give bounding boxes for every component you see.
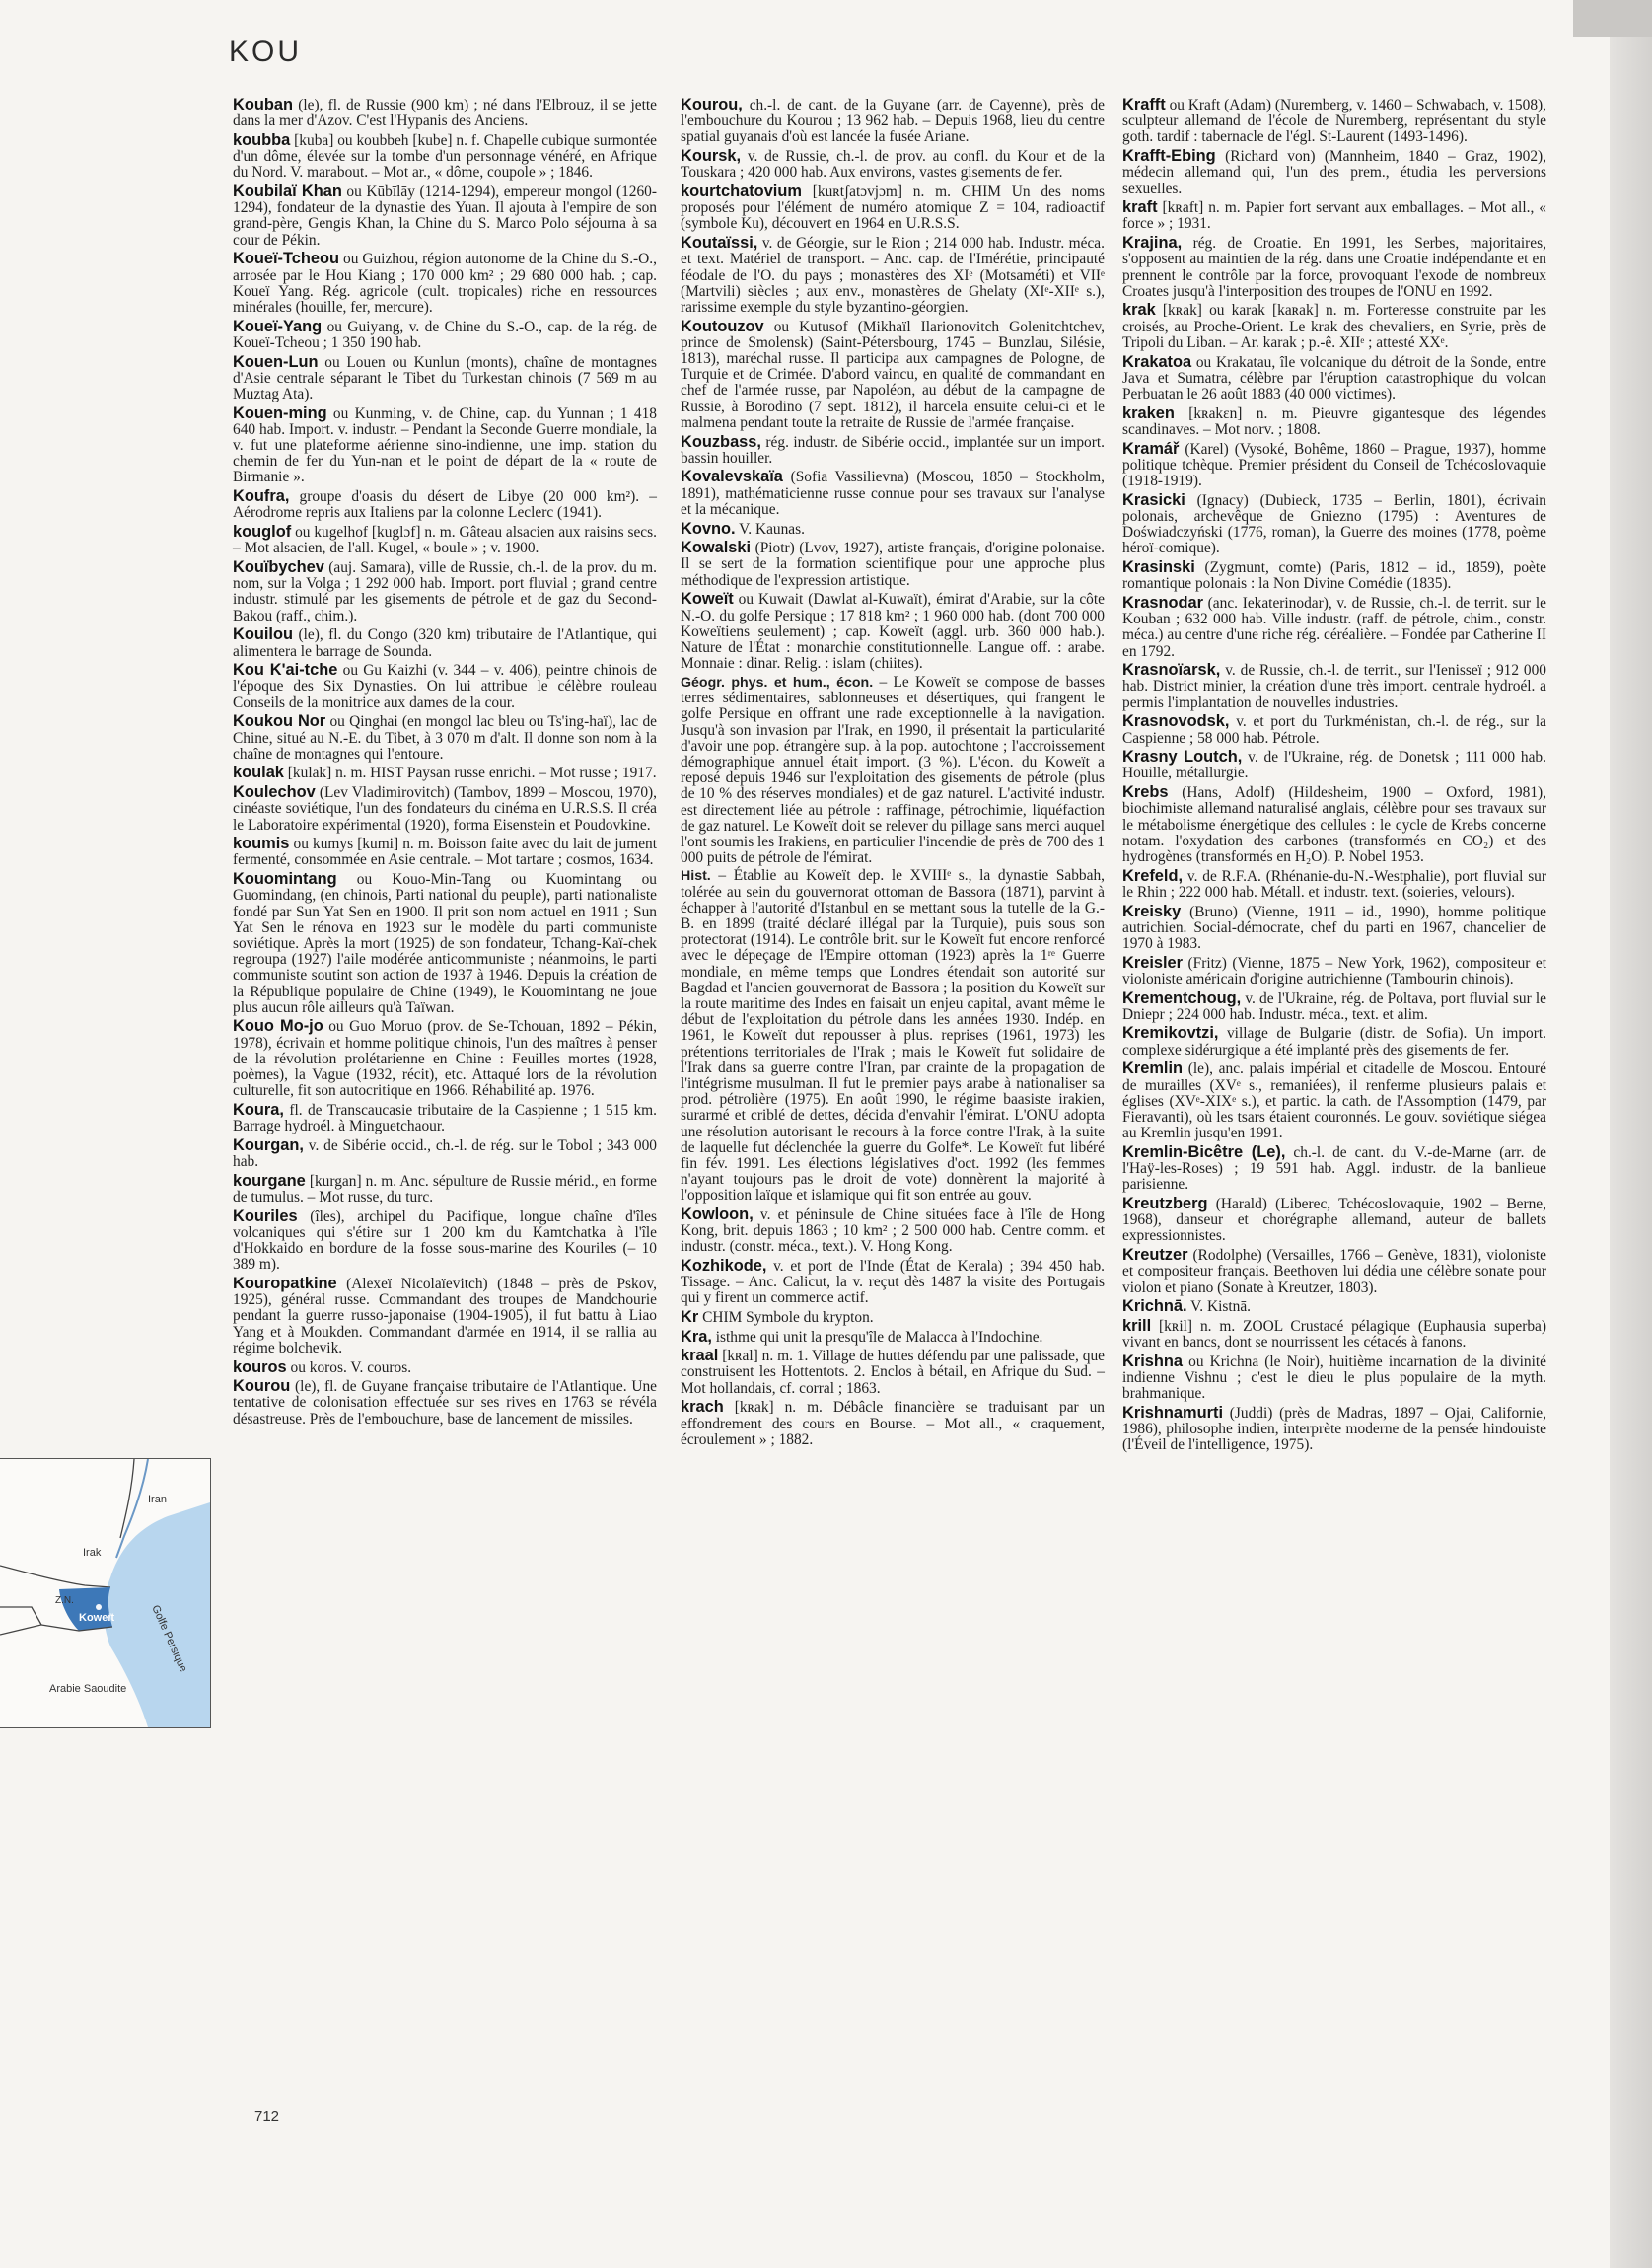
- entry-definition: ou koros. V. couros.: [290, 1358, 412, 1376]
- dictionary-entry: [1122, 749, 1546, 781]
- headword: Kramář: [1122, 439, 1180, 458]
- dictionary-entry: [681, 148, 1105, 181]
- headword: Kouïbychev: [233, 557, 324, 576]
- entry-definition: [kulak] n. m. HIST Paysan russe enrichi. – Mot russe ; 1917.: [287, 765, 657, 782]
- headword: Koura,: [233, 1100, 284, 1119]
- entry-definition: rég. industr. de Sibérie occid., implantée sur un import. bassin houiller.: [681, 433, 1105, 467]
- dictionary-entry: [681, 1309, 1105, 1326]
- headword: kouros: [233, 1357, 287, 1376]
- headword: Krishna: [1122, 1352, 1184, 1370]
- dictionary-entry: [233, 836, 657, 868]
- headword: krak: [1122, 301, 1156, 320]
- dictionary-entry: [1122, 1196, 1546, 1245]
- headword: Krasnoïarsk,: [1122, 661, 1221, 680]
- entry-definition: (le), anc. palais impérial et citadelle de Moscou. Entouré de murailles (XVᵉ s., remaniées), il renferme plusieurs palais et églises (XVᵉ-XIXᵉ s.), et partic. la cath. de l'Assomption (1479, par Fieravanti), où les tsars étaient couronnés. Le gouv. soviétique siégea au Kremlin jusqu'en 1991.: [1122, 1061, 1546, 1142]
- koweit-area: [59, 1587, 115, 1631]
- dictionary-entry: [233, 871, 657, 1016]
- entry-definition: ou Kutusof (Mikhaïl Ilarionovitch Golenitchtchev, prince de Smolensk) (Saint-Pétersbourg, 1745 – Bunzlau, Silésie, 1813), maréchal russe. Il participa aux campagnes de Pologne, de Turquie et de Crimée. D'abord vaincu, en qualité de commandant en chef de l'armée russe, par Napoléon, au début de la campagne de Russie, à Borodino (7 sept. 1812), il harcela ensuite celui-ci et le malmena pendant toute la retraite de Russie de l'armée française.: [681, 318, 1105, 431]
- headword: Kozhikode,: [681, 1256, 767, 1275]
- headword: Koutouzov: [681, 317, 764, 335]
- label-koweit: Koweït: [79, 1612, 115, 1624]
- dictionary-entry: [1122, 441, 1546, 490]
- entry-definition: – Établie au Koweït dep. le XVIIIᵉ s., la dynastie Sabbah, tolérée au sein du gouvernorat ottoman de Bassora (1871), parvint à échapper à l'autorité d'Istanbul en se mettant sous la tutelle de la G.-B. en 1899 (traité déclaré illégal par la Turquie), puis sous son protectorat (1914). Le contrôle brit. sur le Koweït fut encore renforcé avec le dépeçage de l'Empire ottoman (1923) après la 1ʳᵉ Guerre mondiale, en même temps que Londres étendait son autorité sur Bagdad et l'ancien gouvernorat de Bassora ; la position du Koweït sur la route maritime des Indes en faisait un enjeu capital, avant même le début de l'exploitation du pétrole dans les années 1930. Indép. en 1961, le Koweït dut repousser à plus. reprises (1961, 1973) les prétentions territoriales de l'Irak ; mais le Koweït fut solidaire de l'Irak dans sa guerre contre l'Iran, par crainte de la propagation de l'intégrisme musulman. Il fut le premier pays arabe à nationaliser sa prod. pétrolière (1975). En août 1990, le régime baasiste irakien, surarmé et criblé de dettes, décida d'envahir l'émirat. L'ONU adopta une résolution autorisant le recours à la force contre l'Irak, à la suite de laquelle fut déclenchée la guerre du Golfe*. Le Koweït fut libéré fin fév. 1991. Les élections législatives d'oct. 1992 (les femmes n'ayant toujours pas le droit de vote) donnèrent la majorité à l'opposition laïque et islamique qui fit son entrée au gouv.: [681, 867, 1105, 1205]
- headword: Kouropatkine: [233, 1275, 337, 1293]
- entry-definition: (Rodolphe) (Versailles, 1766 – Genève, 1831), violoniste et compositeur français. Beethoven lui dédia une célèbre sonate pour violon et piano (Sonate à Kreutzer, 1803).: [1122, 1247, 1546, 1296]
- column-2: [681, 97, 1105, 1450]
- dictionary-entry: [1122, 199, 1546, 232]
- dictionary-entry: [681, 235, 1105, 316]
- entry-definition: ou Guizhou, région autonome de la Chine du S.-O., arrosée par le Hou Kiang ; 170 000 km² ; 29 680 000 hab. ; cap. Koueï Yang. Rég. agricole (cult. tropicales) riche en ressources minérales (houille, fer, mercure).: [233, 251, 657, 316]
- entry-definition: ch.-l. de cant. du V.-de-Marne (arr. de l'Haÿ-les-Roses) ; 19 591 hab. Aggl. industr. de la banlieue parisienne.: [1122, 1143, 1546, 1194]
- dictionary-entry: [1122, 595, 1546, 660]
- headword: Koutaïssi,: [681, 234, 758, 253]
- dictionary-entry: [1122, 1025, 1546, 1058]
- entry-definition: [kʀaft] n. m. Papier fort servant aux emballages. – Mot all., « force » ; 1931.: [1122, 199, 1546, 233]
- headword: Kouen-Lun: [233, 352, 319, 371]
- entry-definition: v. de Russie, ch.-l. de territ., sur l'Ienisseï ; 912 000 hab. District minier, la création d'une très import. centrale hydroél. a permis l'implantation de nouvelles industries.: [1122, 662, 1547, 711]
- label-zone-neutre: Z.N.: [55, 1595, 74, 1606]
- dictionary-entry: [681, 1399, 1105, 1448]
- entry-definition: ou Qinghai (en mongol lac bleu ou Ts'ing-haï), lac de Chine, situé au N.-E. du Tibet, à 3 070 m d'alt. Il donne son nom à la chaîne de montagnes qui l'entoure.: [233, 713, 657, 763]
- entry-definition: groupe d'oasis du désert de Libye (20 000 km²). – Aérodrome repris aux Italiens par la colonne Leclerc (1941).: [233, 488, 657, 522]
- dictionary-entry: [1122, 955, 1546, 988]
- entry-definition: [kʀal] n. m. 1. Village de huttes défendu par une palissade, que construisent les Hottentots. 2. Enclos à bétail, en Afrique du Sud. – Mot hollandais, cf. corral ; 1863.: [681, 1348, 1105, 1397]
- headword: Krafft-Ebing: [1122, 147, 1216, 166]
- entry-definition: (le), fl. de Guyane française tributaire de l'Atlantique. Une tentative de colonisation effectuée sur ses rives en 1763 se révéla désastreuse. Près de l'embouchure, base de lancement de missiles.: [233, 1378, 657, 1427]
- dictionary-entry: [1122, 904, 1546, 953]
- label-golfe-persique: Golfe Persique: [149, 1603, 189, 1674]
- entry-definition: v. de R.F.A. (Rhénanie-du-N.-Westphalie), port fluvial sur le Rhin ; 222 000 hab. Métall. et industr. text. (soieries, velours).: [1122, 867, 1547, 901]
- entry-definition: – Le Koweït se compose de basses terres sédimentaires, sablonneuses et désertiques, qui frangent le golfe Persique en offrant une rade exceptionnelle à la navigation. Jusqu'à son invasion par l'Irak, en 1990, il présentait la particularité d'avoir une pop. étrangère sup. à la pop. autochtone ; l'accroissement démographique annuel était import. (3 %). L'écon. du Koweït a reposé depuis 1946 sur l'exploitation des gisements de pétrole (plus de 10 % des réserves mondiales) et de gaz naturel. L'activité industr. est directement liée au pétrole : raffinage, pétrochimie, liquéfaction de gaz naturel. Le Koweït doit se relever du pillage sans merci auquel l'ont soumis les Irakiens, en particulier l'incendie de près de 700 des 1 000 puits de pétrole de l'émirat.: [681, 673, 1106, 867]
- headword: Kreisler: [1122, 953, 1184, 972]
- dictionary-entry: [1122, 990, 1546, 1023]
- subsection-label: Géogr. phys. et hum., écon.: [681, 674, 874, 691]
- entry-definition: ou kugelhof [kuglɔf] n. m. Gâteau alsacien aux raisins secs. – Mot alsacien, de l'all. Kugel, « boule » ; v. 1900.: [233, 524, 657, 557]
- entry-definition: (Zygmunt, comte) (Paris, 1812 – id., 1859), poète romantique polonais : la Non Divine Comédie (1835).: [1122, 558, 1546, 593]
- headword: Krasinski: [1122, 557, 1195, 576]
- headword: kraft: [1122, 198, 1158, 217]
- entry-definition: [kʀak] ou karak [kaʀak] n. m. Forteresse construite par les croisés, au Proche-Orient. Le krak des chevaliers, en Syrie, près de Tripoli du Liban. – Ar. karak ; p.-ê. XIIᵉ ; attesté XXᵉ.: [1122, 302, 1546, 351]
- headword: Krishnamurti: [1122, 1403, 1224, 1422]
- label-irak: Irak: [83, 1547, 102, 1559]
- column-3: [1122, 97, 1546, 1456]
- headword: Krakatoa: [1122, 352, 1192, 371]
- dictionary-entry: [233, 626, 657, 659]
- headword: Kowalski: [681, 539, 752, 557]
- entry-definition: ou Louen ou Kunlun (monts), chaîne de montagnes d'Asie centrale séparant le Tibet du Turkestan chinois (7 569 m au Muztag Ata).: [233, 353, 657, 402]
- entry-definition: ou Kraft (Adam) (Nuremberg, v. 1460 – Schwabach, v. 1508), sculpteur allemand de l'école de Nuremberg, représentant du style goth. tardif : tabernacle de l'égl. St-Laurent (1493-1496).: [1122, 97, 1546, 146]
- dictionary-entry: [1122, 1298, 1546, 1315]
- entry-definition: ch.-l. de cant. de la Guyane (arr. de Cayenne), près de l'embouchure du Kourou ; 13 962 hab. – Depuis 1968, lieu du centre spatial guyanais d'où est lancée la fusée Ariane.: [681, 97, 1105, 146]
- entry-definition: ou Kunming, v. de Chine, cap. du Yunnan ; 1 418 640 hab. Import. v. industr. – Pendant la Seconde Guerre mondiale, la v. fut une plateforme aérienne sino-indienne, une imp. station du chemin de fer du Yun-nan et le point de départ de la « route de Birmanie ».: [233, 404, 657, 486]
- label-arabie-saoudite: Arabie Saoudite: [49, 1683, 127, 1695]
- dictionary-entry: [1122, 354, 1546, 403]
- running-head: KOU: [229, 36, 303, 68]
- entry-definition: (anc. Iekaterinodar), v. de Russie, ch.-l. de territ. sur le Kouban ; 632 000 hab. Ville industr. (raff. de pétrole, chim., constr. méca.) au centre d'une riche rég. céréalière. – Fondée par Catherine II en 1792.: [1122, 594, 1546, 660]
- headword: krach: [681, 1398, 724, 1417]
- entry-definition: (Fritz) (Vienne, 1875 – New York, 1962), compositeur et violoniste américain d'origine autrichienne (Tambourin chinois).: [1122, 954, 1546, 988]
- dictionary-entry: [1122, 868, 1546, 901]
- dictionary-entry: [681, 1329, 1105, 1346]
- headword: Kourou,: [681, 96, 743, 113]
- dictionary-entry: [681, 469, 1105, 518]
- entry-definition: [kʀakɛn] n. m. Pieuvre gigantesque des légendes scandinaves. – Mot norv. ; 1808.: [1122, 404, 1546, 438]
- entry-definition: (le), fl. du Congo (320 km) tributaire de l'Atlantique, qui alimentera le barrage de Sounda.: [233, 626, 657, 660]
- headword: Koursk,: [681, 147, 742, 166]
- entry-definition: v. et port du Turkménistan, ch.-l. de rég., sur la Caspienne ; 58 000 hab. Pétrole.: [1122, 713, 1546, 747]
- entry-definition: [kuʀtʃatɔvjɔm] n. m. CHIM Un des noms proposés pour l'élément de numéro atomique Z = 104, radioactif (symbole Ku), découvert en 1964 en U.R.S.S.: [681, 183, 1105, 233]
- column-1: [233, 97, 657, 1429]
- headword: Kreisky: [1122, 902, 1182, 920]
- headword: kraken: [1122, 403, 1175, 422]
- headword: Kourgan,: [233, 1135, 304, 1154]
- dictionary-entry: [233, 132, 657, 182]
- headword: Koulechov: [233, 783, 316, 802]
- dictionary-entry: [1122, 1144, 1546, 1194]
- irak-border: [0, 1566, 110, 1587]
- headword: kourgane: [233, 1171, 306, 1190]
- dictionary-entry: [681, 1258, 1105, 1307]
- dictionary-entry: [1122, 713, 1546, 746]
- entry-definition: [kurgan] n. m. Anc. sépulture de Russie mérid., en forme de tumulus. – Mot russe, du turc.: [233, 1172, 657, 1206]
- koweit-city-dot: [96, 1604, 102, 1610]
- page-edge: [1610, 0, 1652, 2268]
- entry-definition: (Juddi) (près de Madras, 1897 – Ojai, Californie, 1986), philosophe indien, interprète moderne de la pensée hindouiste (l'Éveil de l'intelligence, 1975).: [1122, 1404, 1546, 1454]
- dictionary-entry: [1122, 1247, 1546, 1296]
- dictionary-entry: [1122, 405, 1546, 438]
- entry-definition: ou Kouo-Min-Tang ou Kuomintang ou Guomindang, (en chinois, Parti national du peuple), parti nationaliste fondé par Sun Yat Sen en 1900. Il prit son nom actuel en 1911 ; Sun Yat Sen le rénova en 1923 sur le modèle du parti communiste soviétique. Après la mort (1925) de son fondateur, Tchang-Kaï-chek regroupa (1927) l'aile modérée anticommuniste ; néanmoins, le parti communiste soutint son action de 1937 à 1946. Depuis la création de la République populaire de Chine (1949), le Kouomintang ne joue plus aucun rôle ailleurs qu'à Taïwan.: [233, 871, 657, 1016]
- entry-definition: v. de Sibérie occid., ch.-l. de rég. sur le Tobol ; 343 000 hab.: [233, 1136, 657, 1171]
- headword: Koukou Nor: [233, 712, 326, 731]
- entry-definition: ou Guo Moruo (prov. de Se-Tchouan, 1892 – Pékin, 1978), écrivain et homme politique chinois, l'un des maîtres à penser de la révolution prolétarienne en Chine : Feuilles mortes (1928, poèmes), la Vague (1932, récit), etc. Attaqué lors de la révolution culturelle, fit son autocritique en 1966. Réhabilité ap. 1976.: [233, 1018, 657, 1100]
- dictionary-entry: [681, 97, 1105, 146]
- entry-definition: CHIM Symbole du krypton.: [702, 1308, 874, 1326]
- dictionary-entry: [681, 591, 1105, 672]
- entry-subsection: [681, 868, 1105, 1204]
- headword: Kouzbass,: [681, 432, 761, 451]
- headword: koulak: [233, 764, 284, 782]
- dictionary-entry: [233, 183, 657, 249]
- entry-definition: V. Kistnā.: [1190, 1298, 1252, 1316]
- dictionary-entry: [1122, 302, 1546, 351]
- dictionary-entry: [233, 319, 657, 351]
- entry-definition: (Bruno) (Vienne, 1911 – id., 1990), homme politique autrichien. Social-démocrate, chef du parti en 1967, chancelier de 1970 à 1983.: [1122, 903, 1546, 952]
- headword: Koufra,: [233, 487, 290, 506]
- dictionary-entry: [1122, 1405, 1546, 1454]
- headword: koumis: [233, 835, 290, 853]
- headword: Krafft: [1122, 96, 1166, 113]
- entry-definition: (Sofia Vassilievna) (Moscou, 1850 – Stockholm, 1891), mathématicienne russe connue pour ses travaux sur l'analyse et la mécanique.: [681, 469, 1105, 518]
- entry-definition: village de Bulgarie (distr. de Sofia). Un import. complexe sidérurgique a été implanté près des gisements de fer.: [1122, 1025, 1546, 1059]
- dictionary-entry: [681, 540, 1105, 589]
- dictionary-entry: [1122, 1318, 1546, 1351]
- dictionary-entry: [1122, 1353, 1546, 1403]
- dictionary-entry: [233, 1102, 657, 1134]
- dictionary-entry: [233, 251, 657, 316]
- entry-definition: isthme qui unit la presqu'île de Malacca à l'Indochine.: [715, 1328, 1043, 1346]
- headword: kourtchatovium: [681, 183, 802, 201]
- entry-definition: (îles), archipel du Pacifique, longue chaîne d'îles volcaniques qui s'étire sur 1 200 km du Kamtchatka à l'île d'Hokkaido en bordure de la fosse sous-marine des Kouriles (– 10 389 m).: [233, 1207, 657, 1274]
- headword: Krichnā.: [1122, 1297, 1187, 1316]
- entry-definition: ou Guiyang, v. de Chine du S.-O., cap. de la rég. de Koueï-Tcheou ; 1 350 190 hab.: [233, 318, 657, 351]
- entry-definition: (Piotr) (Lvov, 1927), artiste français, d'origine polonaise. Il se sert de la formation scientifique pour une approche plus méthodique de l'expression artistique.: [681, 540, 1105, 589]
- entry-definition: ou Kuwait (Dawlat al-Kuwaït), émirat d'Arabie, sur la côte N.-O. du golfe Persique ; 17 818 km² ; 1 960 000 hab. (dont 700 000 Koweïtiens seulement) ; cap. Koweït (aggl. urb. 360 000 hab.). Nature de l'État : monarchie constitutionnelle. Langue off. : arabe. Monnaie : dinar. Relig. : islam (chiites).: [681, 591, 1105, 673]
- entry-definition: rég. de Croatie. En 1991, les Serbes, majoritaires, s'opposent au maintien de la rég. dans une Croatie indépendante et en prennent le contrôle par la force, provoquant l'exode de nombreux Croates jusqu'à l'interposition des troupes de l'ONU en 1992.: [1122, 235, 1546, 300]
- headword: Kremlin-Bicêtre (Le),: [1122, 1142, 1286, 1161]
- dictionary-entry: [1122, 235, 1546, 300]
- dictionary-entry: [233, 97, 657, 129]
- headword: Kouo Mo-jo: [233, 1017, 323, 1036]
- headword: Krementchoug,: [1122, 988, 1242, 1007]
- dictionary-entry: [681, 1348, 1105, 1397]
- headword: Krasnovodsk,: [1122, 712, 1230, 731]
- entry-definition: (le), fl. de Russie (900 km) ; né dans l'Elbrouz, il se jette dans la mer d'Azov. C'est l'Hypanis des Anciens.: [233, 97, 657, 130]
- headword: Krasicki: [1122, 490, 1185, 509]
- entry-definition: fl. de Transcaucasie tributaire de la Caspienne ; 1 515 km. Barrage hydroél. à Minguetchaour.: [233, 1101, 657, 1135]
- headword: Kra,: [681, 1327, 712, 1346]
- entry-definition: (auj. Samara), ville de Russie, ch.-l. de la prov. du m. nom, sur la Volga ; 1 292 000 hab. Import. port fluvial ; grand centre industr. stimulé par les gisements de pétrole et de gaz du Second-Bakou (raff., chim.).: [233, 558, 657, 624]
- headword: krill: [1122, 1316, 1152, 1335]
- headword: Kreutzer: [1122, 1246, 1188, 1265]
- dictionary-entry: [233, 354, 657, 403]
- headword: Krefeld,: [1122, 866, 1184, 885]
- kuwait-map: [0, 1458, 211, 1728]
- entry-definition: ou Gu Kaizhi (v. 344 – v. 406), peintre chinois de l'époque des Six Dynasties. On lui attribue le célèbre rouleau Conseils de la monitrice aux dames de la cour.: [233, 662, 657, 711]
- entry-definition: v. de Géorgie, sur le Rion ; 214 000 hab. Industr. méca. et text. Matériel de transport. – Anc. cap. de l'Imérétie, principauté féodale de l'O. du pays ; monastères des XIᵉ (Motsaméti) et VIIᵉ (Martvili) siècles ; aux env., monastères de Ghelaty (XIᵉ-XIIᵉ s.), rarissime exemple du style byzantino-géorgien.: [681, 235, 1105, 316]
- dictionary-entry: [233, 1276, 657, 1356]
- dictionary-entry: [233, 1137, 657, 1170]
- dictionary-entry: [233, 488, 657, 521]
- dictionary-entry: [233, 1378, 657, 1427]
- page-number: 712: [254, 2108, 280, 2125]
- headword: Kreutzberg: [1122, 1195, 1208, 1212]
- entry-definition: v. et péninsule de Chine situées face à l'île de Hong Kong, brit. depuis 1863 ; 10 km² ; 2 500 000 hab. Centre comm. et industr. (constr. méca., text.). V. Hong Kong.: [681, 1206, 1105, 1256]
- dictionary-entry: [233, 1173, 657, 1206]
- dictionary-entry: [681, 1207, 1105, 1256]
- headword: Kovalevskaïa: [681, 468, 783, 486]
- dictionary-entry: [681, 434, 1105, 467]
- headword: Kouilou: [233, 625, 293, 644]
- label-iran: Iran: [148, 1494, 167, 1505]
- zone-neutre-border: [0, 1607, 41, 1635]
- entry-definition: (Ignacy) (Dubieck, 1735 – Berlin, 1801), écrivain polonais, archevêque de Gniezno (1795) : Aventures de Doświadczyński (1776, roman), la Guerre des moines (1778, poème héroï-comique).: [1122, 491, 1546, 557]
- headword: Kouban: [233, 96, 294, 113]
- entry-definition: (Hans, Adolf) (Hildesheim, 1900 – Oxford, 1981), biochimiste allemand naturalisé anglais, célèbre pour ses travaux sur le métabolisme énergétique des cellules : le cycle de Krebs concerne notam. l'oxydation des carbones (transformés en CO₂) et des hydrogènes (transformés en H₂O). P. Nobel 1953.: [1122, 784, 1546, 865]
- headword: Koubilaï Khan: [233, 183, 342, 201]
- dictionary-entry: [233, 524, 657, 556]
- headword: Kourou: [233, 1377, 291, 1396]
- dictionary-entry: [233, 1208, 657, 1274]
- headword: kraal: [681, 1347, 719, 1365]
- headword: Krasny Loutch,: [1122, 748, 1243, 767]
- entry-definition: ou kumys [kumi] n. m. Boisson faite avec du lait de jument fermenté, consommée en Asie centrale. – Mot tartare ; cosmos, 1634.: [233, 836, 657, 869]
- entry-definition: v. et port de l'Inde (État de Kerala) ; 394 450 hab. Tissage. – Anc. Calicut, la v. reçut dès 1487 la visite des Portugais qui y firent un commerce actif.: [681, 1257, 1105, 1307]
- dictionary-entry: [233, 1359, 657, 1376]
- headword: Kouomintang: [233, 870, 337, 889]
- dictionary-entry: [1122, 97, 1546, 146]
- entry-definition: v. de l'Ukraine, rég. de Poltava, port fluvial sur le Dniepr ; 224 000 hab. Industr. méca., text. et alim.: [1122, 989, 1546, 1023]
- entry-subsection: [681, 675, 1105, 866]
- dictionary-entry: [233, 559, 657, 624]
- dictionary-entry: [681, 319, 1105, 431]
- dictionary-entry: [233, 1018, 657, 1099]
- dictionary-entry: [233, 765, 657, 781]
- entry-definition: V. Kaunas.: [739, 520, 805, 538]
- subsection-label: Hist.: [681, 868, 711, 885]
- dictionary-entry: [681, 521, 1105, 538]
- headword: Kr: [681, 1307, 699, 1326]
- dictionary-entry: [233, 405, 657, 486]
- dictionary-entry: [233, 662, 657, 711]
- entry-definition: ou Kūbīlāy (1214-1294), empereur mongol (1260-1294), fondateur de la dynastie des Yuan. Il ajouta à l'empire de son grand-père, Gengis Khan, la Chine du S. Marco Polo séjourna à sa cour de Pékin.: [233, 183, 657, 249]
- entry-definition: [kʀak] n. m. Débâcle financière se traduisant par un effondrement des cours en Bourse. – Mot all., « craquement, écroulement » ; 1882.: [681, 1399, 1105, 1448]
- dictionary-entry: [681, 183, 1105, 233]
- dictionary-entry: [233, 713, 657, 763]
- headword: Koueï-Tcheou: [233, 250, 340, 268]
- entry-definition: (Richard von) (Mannheim, 1840 – Graz, 1902), médecin allemand qui, l'un des prem., étudia les perversions sexuelles.: [1122, 148, 1546, 197]
- dictionary-entry: [1122, 662, 1546, 711]
- dictionary-entry: [1122, 492, 1546, 557]
- headword: Kouriles: [233, 1207, 298, 1225]
- entry-definition: v. de Russie, ch.-l. de prov. au confl. du Kour et de la Touskara ; 420 000 hab. Aux environs, vastes gisements de fer.: [681, 148, 1105, 182]
- headword: Krajina,: [1122, 234, 1183, 253]
- headword: Koweït: [681, 590, 734, 609]
- dictionary-entry: [1122, 559, 1546, 592]
- entry-definition: ou Krakatau, île volcanique du détroit de la Sonde, entre Java et Sumatra, célèbre par l'éruption catastrophique du volcan Perbuatan le 26 août 1883 (40 000 victimes).: [1122, 353, 1546, 402]
- headword: Krebs: [1122, 783, 1169, 802]
- entry-definition: [kuba] ou koubbeh [kube] n. f. Chapelle cubique surmontée d'un dôme, élevée sur la tombe d'un personnage vénéré, en Afrique du Nord. V. marabout. – Mot ar., « dôme, coupole » ; 1846.: [233, 131, 657, 182]
- headword: Kremikovtzi,: [1122, 1024, 1219, 1043]
- headword: Kremlin: [1122, 1060, 1184, 1078]
- headword: Krasnodar: [1122, 593, 1203, 612]
- entry-definition: (Alexeï Nicolaïevitch) (1848 – près de Pskov, 1925), général russe. Commandant des troupes de Mandchourie pendant la guerre russo-japonaise (1904-1905), il fut battu à Liao Yang et à Moukden. Commandant d'armée en 1914, il se rallia au régime bolchevik.: [233, 1276, 657, 1356]
- headword: Koueï-Yang: [233, 317, 323, 335]
- headword: Kowloon,: [681, 1205, 754, 1223]
- entry-definition: ou Krichna (le Noir), huitième incarnation de la divinité indienne Vishnu ; c'est le dieu le plus populaire de la myth. brahmanique.: [1122, 1353, 1546, 1403]
- dictionary-entry: [1122, 148, 1546, 197]
- headword: Kovno.: [681, 519, 736, 538]
- headword: Kouen-ming: [233, 403, 327, 422]
- page-edge-corner: [1573, 0, 1652, 37]
- entry-definition: (Harald) (Liberec, Tchécoslovaquie, 1902 – Berne, 1968), danseur et chorégraphe allemand, auteur de ballets expressionnistes.: [1122, 1196, 1546, 1245]
- headword: koubba: [233, 130, 291, 149]
- headword: kouglof: [233, 523, 292, 542]
- iran-border: [120, 1459, 134, 1538]
- dictionary-entry: [1122, 784, 1546, 865]
- dictionary-entry: [1122, 1061, 1546, 1141]
- headword: Kou K'ai-tche: [233, 661, 338, 680]
- entry-definition: v. de l'Ukraine, rég. de Donetsk ; 111 000 hab. Houille, métallurgie.: [1122, 749, 1546, 782]
- entry-definition: [kʀil] n. m. ZOOL Crustacé pélagique (Euphausia superba) vivant en bancs, dont se nourrissent les cétacés à fanons.: [1122, 1317, 1546, 1352]
- kuwait-map-graphic: [0, 1459, 210, 1727]
- dictionary-entry: [233, 784, 657, 834]
- entry-definition: (Karel) (Vysoké, Bohême, 1860 – Prague, 1937), homme politique tchèque. Premier président du Conseil de Tchécoslovaquie (1918-1919).: [1122, 440, 1546, 489]
- entry-definition: (Lev Vladimirovitch) (Tambov, 1899 – Moscou, 1970), cinéaste soviétique, l'un des fondateurs du cinéma en U.R.S.S. Il créa le Laboratoire expérimental (1920), forma Eisenstein et Poudovkine.: [233, 784, 657, 834]
